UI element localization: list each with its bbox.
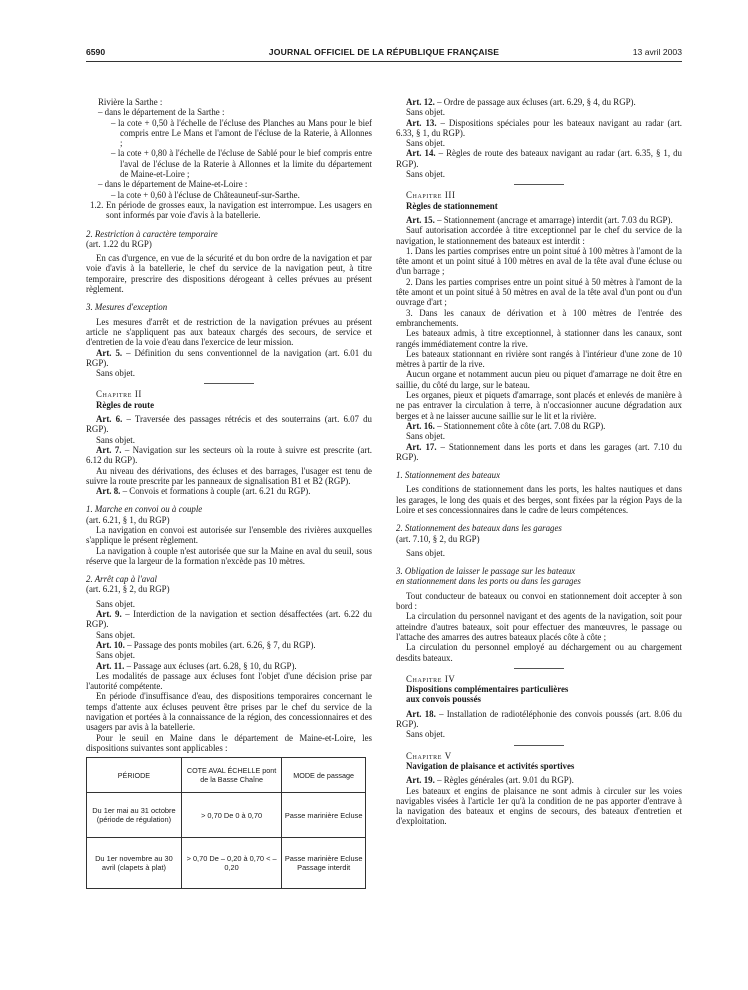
paragraph: Les modalités de passage aux écluses font l'objet d'une décision prise par l'autorité compétente. bbox=[86, 670, 372, 692]
paragraph: 2. Dans les parties comprises entre un point situé à 50 mètres à l'amont de la tête amont et un point situé à 50 mètres en aval de la tête aval d'un pont ou d'un ouvrage d'art ; bbox=[396, 276, 682, 308]
chapter-heading: Chapitre III bbox=[406, 190, 456, 201]
paragraph: Les conditions de stationnement dans les ports, les haltes nautiques et dans les garages, le long des quais et des berges, sont fixées par la région Pays de la Loire et ses concessionnaires dans le cadre de leurs compétences. bbox=[396, 484, 682, 515]
paragraph: En cas d'urgence, en vue de la sécurité et du bon ordre de la navigation et par voie d'avis à la batellerie, le chef du service de la navigation peut, à titre temporaire, prescrire des dispositions dérogeant à celles prévues au présent règlement. bbox=[86, 253, 372, 295]
header-rule bbox=[86, 61, 682, 62]
journal-title: JOURNAL OFFICIEL DE LA RÉPUBLIQUE FRANÇAISE bbox=[268, 47, 500, 57]
section-title: 2. Restriction à caractère temporaire bbox=[86, 228, 218, 239]
paragraph: Les bateaux admis, à titre exceptionnel, à stationner dans les canaux, sont rangés immédiatement contre la rive. bbox=[396, 328, 682, 349]
table-header: COTE AVAL ÉCHELLE pont de la Basse Chaîne bbox=[181, 758, 281, 793]
paragraph: La navigation en convoi est autorisée sur l'ensemble des rivières auxquelles s'applique le présent règlement. bbox=[86, 524, 372, 546]
chapter-title: Règles de route bbox=[96, 399, 155, 410]
paragraph: Sans objet. bbox=[406, 431, 445, 442]
table-cell: Du 1er mai au 31 octobre (période de régulation) bbox=[87, 793, 182, 838]
article-paragraph: Art. 18. – Installation de radiotéléphonie des convois poussés (art. 8.06 du RGP). bbox=[396, 708, 682, 730]
separator bbox=[514, 184, 564, 185]
section-title: 2. Stationnement des bateaux dans les garages bbox=[396, 523, 562, 534]
list-item: – la cote + 0,80 à l'échelle de l'écluse de Sablé pour le bief compris entre l'aval de l'écluse de la Raterie à Allonnes et la limite du département de Maine-et-Loire ; bbox=[111, 148, 372, 180]
paragraph: La circulation du personnel navigant et des agents de la navigation, soit pour atteindre d'autres bateaux, soit pour effectuer des manœuvres, le passage ou l'attache des amarres des autres bateaux placés côte à côte ; bbox=[396, 611, 682, 642]
table-header: PÉRIODE bbox=[87, 758, 182, 793]
separator bbox=[514, 745, 564, 746]
article-paragraph: Art. 14. – Règles de route des bateaux navigant au radar (art. 6.35, § 1, du RGP). bbox=[396, 148, 682, 169]
paragraph: Sans objet. bbox=[406, 169, 445, 180]
section-reference: (art. 6.21, § 2, du RGP) bbox=[86, 584, 170, 595]
article-paragraph: Art. 17. – Stationnement dans les ports et dans les garages (art. 7.10 du RGP). bbox=[396, 441, 682, 462]
paragraph: Sans objet. bbox=[406, 107, 445, 118]
paragraph: Sans objet. bbox=[406, 138, 445, 149]
paragraph: La navigation à couple n'est autorisée que sur la Maine en aval du seuil, sous réserve que la largeur de la formation n'excède pas 10 mètres. bbox=[86, 545, 372, 566]
table-cell: Du 1er novembre au 30 avril (clapets à plat) bbox=[87, 838, 182, 889]
table-cell: Passe marinière Ecluse Passage interdit bbox=[282, 838, 366, 889]
paragraph: Sans objet. bbox=[96, 368, 135, 379]
paragraph: La circulation du personnel employé au déchargement ou au chargement desdits bateaux. bbox=[396, 642, 682, 663]
chapter-title: Dispositions complémentaires particulières bbox=[406, 684, 569, 695]
section-title: 2. Arrêt cap à l'aval bbox=[86, 574, 157, 585]
chapter-heading: Chapitre II bbox=[96, 389, 142, 400]
table-row bbox=[87, 838, 366, 889]
article-paragraph: Art. 15. – Stationnement (ancrage et amarrage) interdit (art. 7.03 du RGP). bbox=[406, 214, 673, 225]
article-paragraph: Art. 12. – Ordre de passage aux écluses (art. 6.29, § 4, du RGP). bbox=[406, 97, 636, 107]
chapter-title: Règles de stationnement bbox=[406, 200, 498, 211]
article-paragraph: Art. 19. – Règles générales (art. 9.01 du RGP). bbox=[406, 775, 574, 786]
issue-date: 13 avril 2003 bbox=[632, 47, 682, 57]
paragraph: Sauf autorisation accordée à titre exceptionnel par le chef du service de la navigation, le stationnement des bateaux est interdit : bbox=[396, 225, 682, 246]
section-reference: (art. 1.22 du RGP) bbox=[86, 238, 152, 249]
list-item: – la cote + 0,60 à l'écluse de Châteauneuf-sur-Sarthe. bbox=[111, 189, 300, 200]
paragraph: Pour le seuil en Maine dans le département de Maine-et-Loire, les dispositions suivantes sont applicables : bbox=[86, 732, 372, 753]
list-item: – la cote + 0,50 à l'échelle de l'écluse des Planches au Mans pour le bief compris entre Le Mans et l'amont de l'écluse de la Raterie, à Allonnes ; bbox=[111, 117, 372, 149]
right-column bbox=[396, 97, 682, 827]
paragraph: Sans objet. bbox=[406, 729, 445, 740]
article-paragraph: Art. 10. – Passage des ponts mobiles (art. 6.26, § 7, du RGP). bbox=[96, 639, 316, 650]
paragraph: 1. Dans les parties comprises entre un point situé à 100 mètres à l'amont de la tête amont et un point situé à 100 mètres en aval de la tête aval d'une écluse ou d'un barrage ; bbox=[396, 245, 682, 277]
table-row bbox=[87, 793, 366, 838]
paragraph: Les organes, pieux et piquets d'amarrage, sont placés et enlevés de manière à ne pas entraver la circulation à terre, à n'occasionner aucune dégradation aux berges et à ne laisser aucune saillie sur le lit et la rivière. bbox=[396, 390, 682, 421]
chapter-heading: Chapitre IV bbox=[406, 673, 456, 684]
left-column bbox=[86, 97, 372, 889]
paragraph: Les bateaux stationnant en rivière sont rangés à l'intérieur d'une zone de 10 mètres à partir de la rive. bbox=[396, 348, 682, 370]
paragraph: Sans objet. bbox=[96, 434, 135, 445]
paragraph: Sans objet. bbox=[96, 650, 135, 661]
table-header: MODE de passage bbox=[282, 758, 366, 793]
article-paragraph: Art. 16. – Stationnement côte à côte (art. 7.08 du RGP). bbox=[406, 420, 606, 431]
article-paragraph: Art. 5. – Définition du sens conventionnel de la navigation (art. 6.01 du RGP). bbox=[86, 347, 372, 368]
section-title: 3. Mesures d'exception bbox=[86, 302, 168, 313]
chapter-title: Navigation de plaisance et activités sportives bbox=[406, 760, 575, 771]
paragraph: 1.2. En période de grosses eaux, la navigation est interrompue. Les usagers en sont informés par voie d'avis à la batellerie. bbox=[90, 199, 372, 221]
section-reference: (art. 6.21, § 1, du RGP) bbox=[86, 514, 170, 525]
lock-passage-table bbox=[86, 757, 366, 889]
article-label: Art. 5. bbox=[96, 347, 123, 358]
article-paragraph: Art. 9. – Interdiction de la navigation et section désaffectées (art. 6.22 du RGP). bbox=[86, 609, 372, 630]
chapter-title: aux convois poussés bbox=[406, 694, 481, 705]
article-paragraph: Art. 8. – Convois et formations à couple (art. 6.21 du RGP). bbox=[96, 486, 311, 497]
section-title: en stationnement dans les ports ou dans les garages bbox=[396, 576, 581, 587]
table-cell: Passe marinière Ecluse bbox=[282, 793, 366, 838]
paragraph: Rivière la Sarthe : bbox=[98, 97, 163, 107]
paragraph: 3. Dans les canaux de dérivation et à 100 mètres de l'entrée des embranchements. bbox=[396, 307, 682, 328]
paragraph: Aucun organe et notamment aucun pieu ou piquet d'amarrage ne doit être en saillie, du côté du large, sur le bateau. bbox=[396, 369, 682, 390]
article-paragraph: Art. 11. – Passage aux écluses (art. 6.28, § 10, du RGP). bbox=[96, 660, 297, 671]
list-item: – dans le département de Maine-et-Loire : bbox=[98, 179, 248, 190]
paragraph: Tout conducteur de bateaux ou convoi en stationnement doit accepter à son bord : bbox=[396, 590, 682, 612]
section-title: 3. Obligation de laisser le passage sur les bateaux bbox=[396, 566, 576, 577]
list-item: – dans le département de la Sarthe : bbox=[98, 107, 225, 118]
section-reference: (art. 7.10, § 2, du RGP) bbox=[396, 533, 480, 544]
paragraph: Sans objet. bbox=[406, 547, 445, 558]
table-cell: > 0,70 De 0 à 0,70 bbox=[181, 793, 281, 838]
table-cell: > 0,70 De – 0,20 à 0,70 < – 0,20 bbox=[181, 838, 281, 889]
paragraph: Les mesures d'arrêt et de restriction de la navigation prévues au présent article ne s'appliquent pas aux bateaux chargés des secours, de service et d'entretien de la voie d'eau dans l'exercice de leur mission. bbox=[86, 316, 372, 348]
paragraph: Au niveau des dérivations, des écluses et des barrages, l'usager est tenu de suivre la route prescrite par les panneaux de signalisation B1 et B2 (RGP). bbox=[86, 465, 372, 486]
article-paragraph: Art. 6. – Traversée des passages rétrécis et des souterrains (art. 6.07 du RGP). bbox=[86, 414, 372, 435]
separator bbox=[204, 383, 254, 384]
chapter-heading: Chapitre V bbox=[406, 750, 452, 761]
paragraph: En période d'insuffisance d'eau, des dispositions temporaires concernant le temps d'attente aux écluses peuvent être prises par le chef du service de la navigation et portées à la connaissance de la région, des concessionnaires et des usagers par avis à la batellerie. bbox=[86, 691, 372, 733]
section-title: 1. Stationnement des bateaux bbox=[396, 470, 501, 481]
page-header bbox=[86, 47, 682, 61]
page-number: 6590 bbox=[86, 47, 106, 57]
paragraph: Sans objet. bbox=[96, 629, 135, 640]
separator bbox=[514, 668, 564, 669]
paragraph: Les bateaux et engins de plaisance ne sont admis à circuler sur les voies navigables visées à l'article 1er qu'à la condition de ne pas apporter d'entrave à la navigation des bateaux et engins de secours, des bateaux d'entretien et d'exploitation. bbox=[396, 785, 682, 827]
paragraph: Sans objet. bbox=[96, 598, 135, 609]
article-paragraph: Art. 13. – Dispositions spéciales pour les bateaux navigant au radar (art. 6.33, § 1, du RGP). bbox=[396, 117, 682, 138]
section-title: 1. Marche en convoi ou à couple bbox=[86, 504, 203, 515]
article-paragraph: Art. 7. – Navigation sur les secteurs où la route à suivre est prescrite (art. 6.12 du RGP). bbox=[86, 444, 373, 466]
